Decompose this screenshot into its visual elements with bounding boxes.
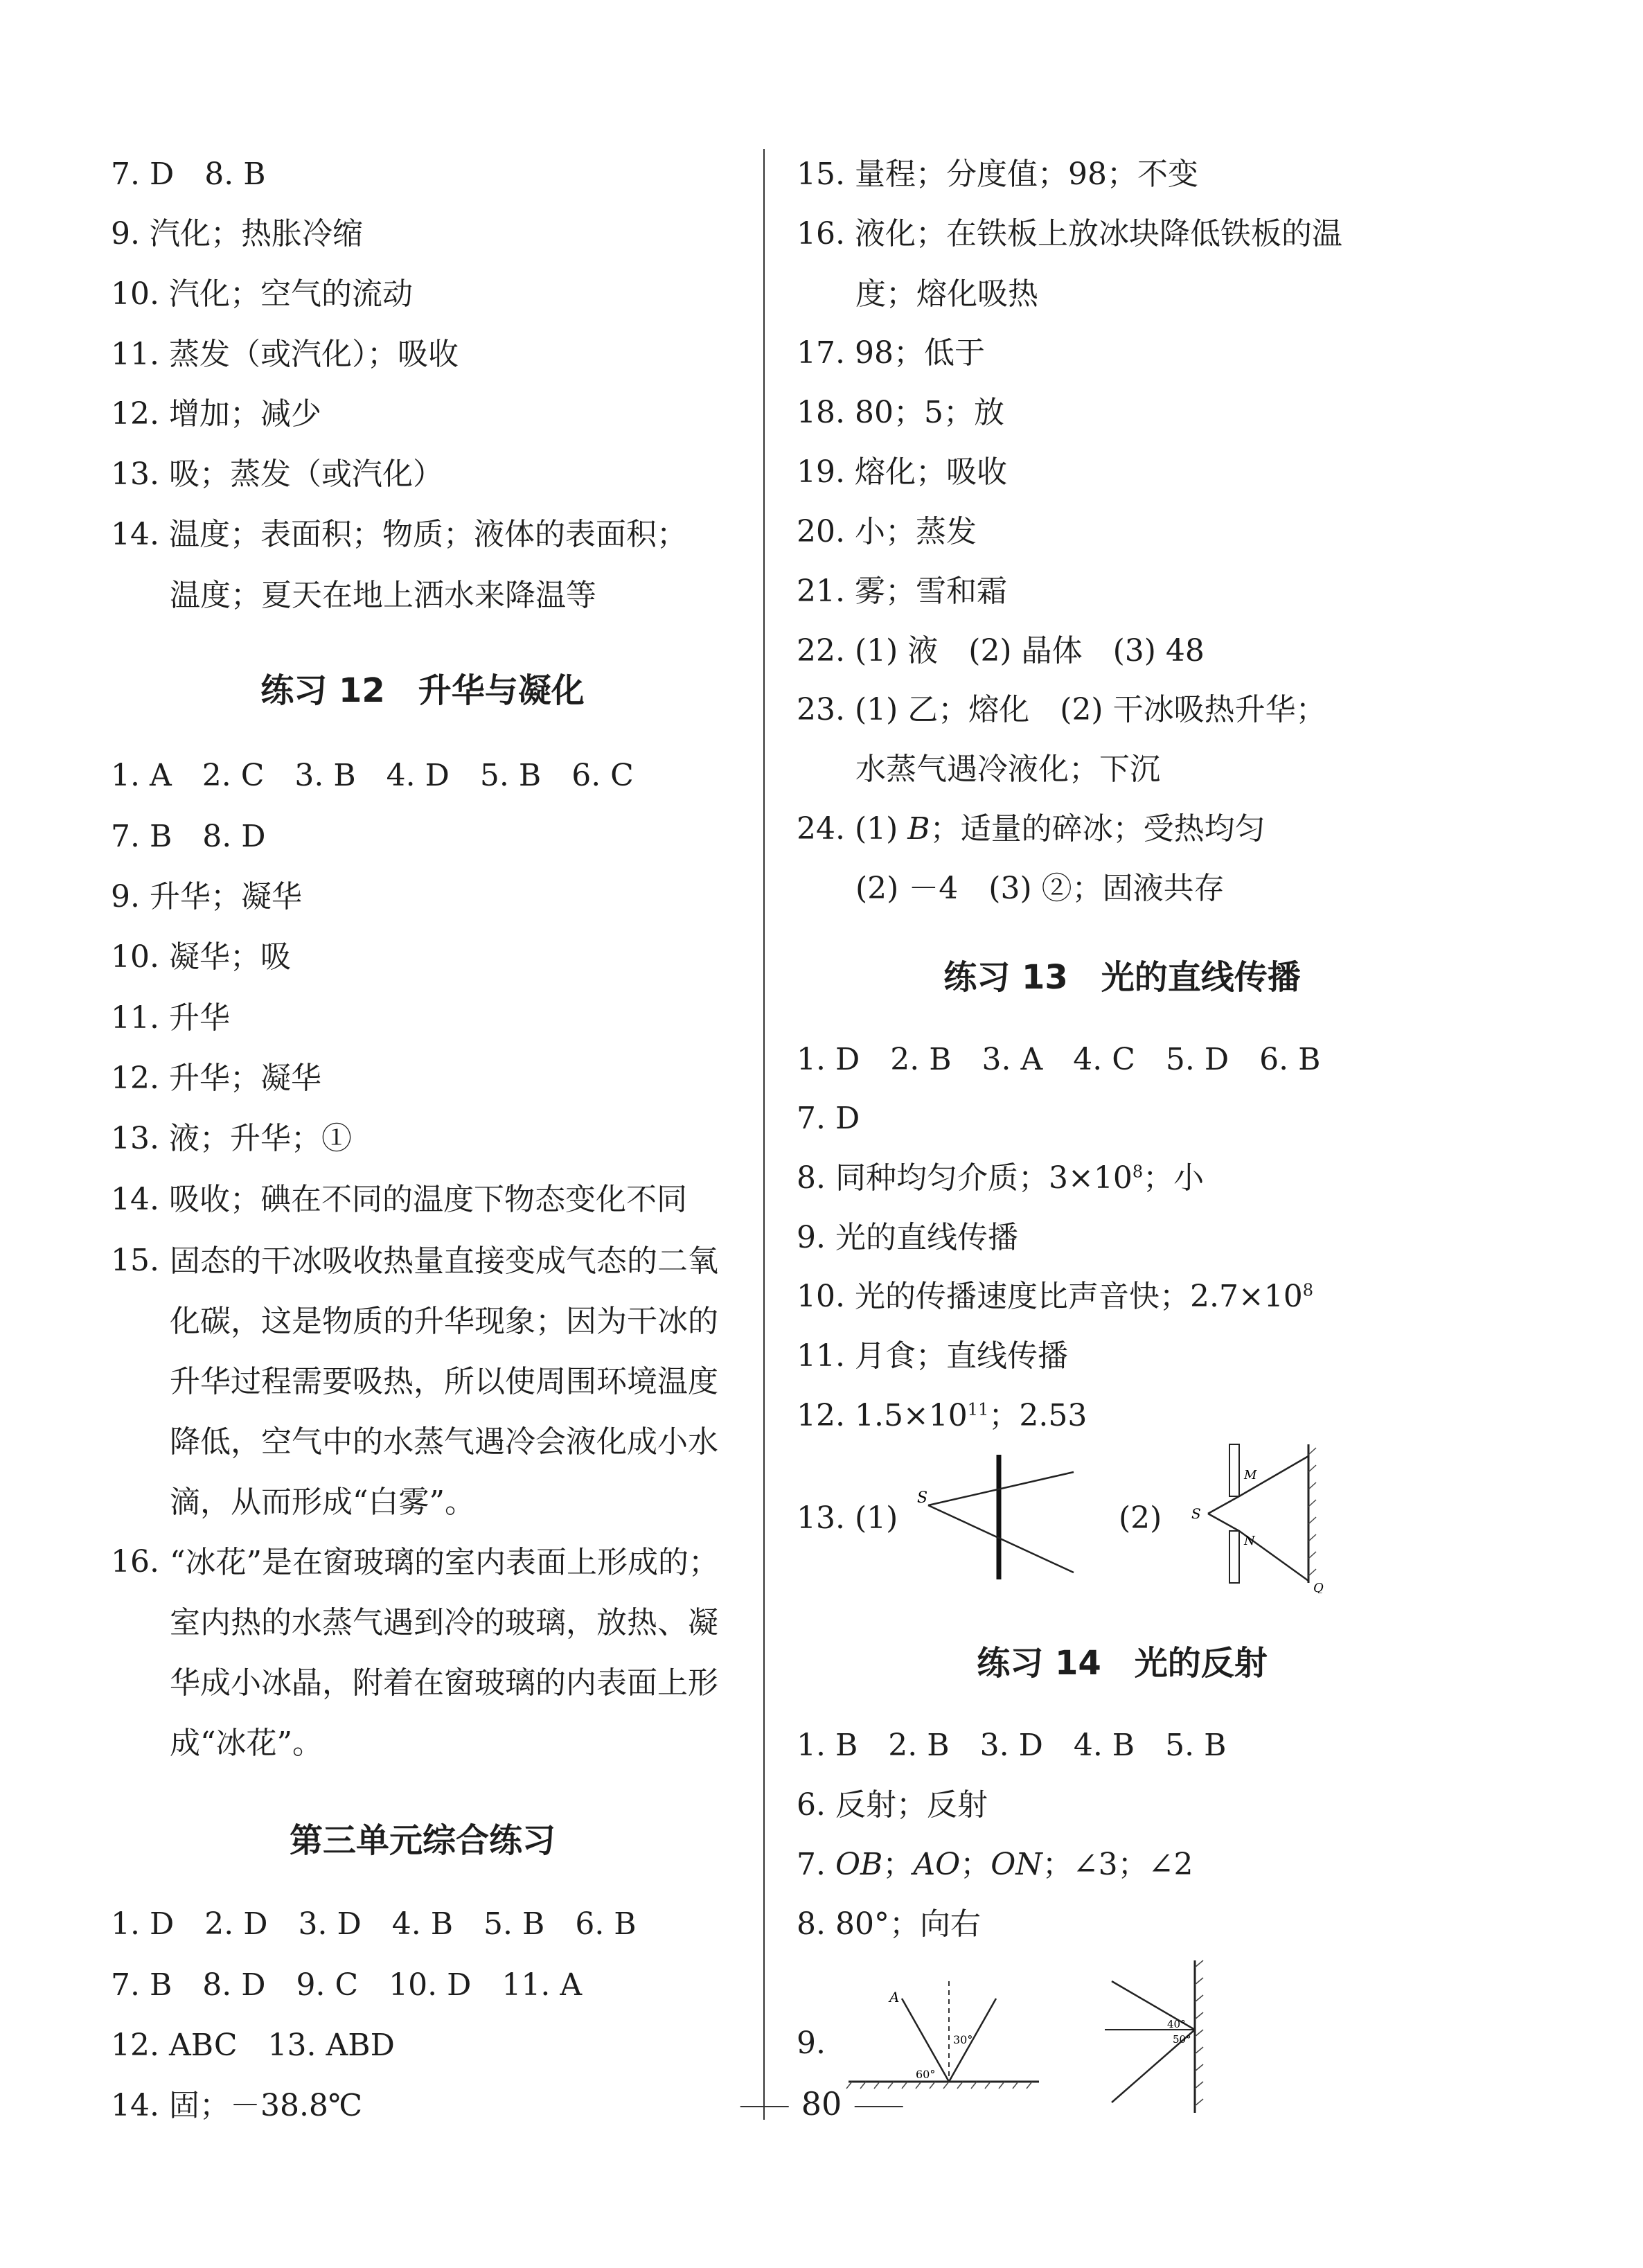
answer-line: 24. (1) B；适量的碎冰；受热均匀 xyxy=(797,811,1265,847)
answer-line: 19. 熔化；吸收 xyxy=(797,454,1007,490)
answer-line: 1. D 2. D 3. D 4. B 5. B 6. B xyxy=(111,1906,637,1942)
answer-line: 7. D xyxy=(797,1101,860,1136)
answer-paragraph: 固态的干冰吸收热量直接变成气态的二氧化碳，这是物质的升华现象；因为干冰的升华过程需要吸热，所以使周围环境温度降低，空气中的水蒸气遇冷会液化成小水滴，从而形成“白雾”。 xyxy=(170,1243,718,1520)
answer-line: 12. 升华；凝华 xyxy=(111,1061,321,1096)
answer-line: 7. B 8. D xyxy=(111,819,266,854)
answer-line: 16. 液化；在铁板上放冰块降低铁板的温 xyxy=(797,216,1342,251)
answer-line: 1. D 2. B 3. A 4. C 5. D 6. B xyxy=(797,1042,1321,1077)
answer-line: 11. 月食；直线传播 xyxy=(797,1338,1068,1374)
answer-line: 14. 吸收；碘在不同的温度下物态变化不同 xyxy=(111,1182,687,1217)
answer-line: 温度；夏天在地上洒水来降温等 xyxy=(170,578,596,613)
page-number-text: 80 xyxy=(801,2085,842,2123)
footer-dash xyxy=(854,2106,903,2107)
answer-line: 15. 量程；分度值；98；不变 xyxy=(797,157,1198,192)
answer-line: 9. 汽化；热胀冷缩 xyxy=(111,216,363,251)
answer-line: 22. (1) 液 (2) 晶体 (3) 48 xyxy=(797,633,1205,668)
answer-line: 1. B 2. B 3. D 4. B 5. B xyxy=(797,1728,1227,1763)
figure-label-s: S xyxy=(917,1489,928,1507)
answer-line: (2) －4 (3) ②；固液共存 xyxy=(855,871,1225,906)
answer-line: 7. OB；AO；ON；∠3；∠2 xyxy=(797,1847,1193,1882)
answer-paragraph: “冰花”是在窗玻璃的室内表面上形成的；室内热的水蒸气遇到冷的玻璃，放热、凝华成小冰晶，附着在窗玻璃的内表面上形成“冰花”。 xyxy=(170,1545,719,1761)
answer-line: 9. 升华；凝华 xyxy=(111,879,302,914)
answer-line: 14. 固；－38.8℃ xyxy=(111,2088,363,2123)
section-heading: 练习 14 光的反射 xyxy=(977,1644,1268,1683)
answer-line: 13. 吸；蒸发（或汽化） xyxy=(111,457,443,492)
answer-line: 7. B 8. D 9. C 10. D 11. A xyxy=(111,1967,583,2003)
answer-line: 水蒸气遇冷液化；下沉 xyxy=(855,752,1160,787)
answer-line: 13. 液；升华；① xyxy=(111,1121,352,1156)
answer-line: 10. 汽化；空气的流动 xyxy=(111,276,413,312)
question-label: 9. xyxy=(797,2026,826,2061)
answer-line: 20. 小；蒸发 xyxy=(797,514,977,549)
section-heading: 练习 13 光的直线传播 xyxy=(943,958,1301,997)
answer-line: 11. 升华 xyxy=(111,1000,230,1036)
question-label: 13. (1) xyxy=(797,1500,898,1536)
figure-13-1 xyxy=(914,1451,1094,1583)
figure-label-s: S xyxy=(1191,1505,1201,1522)
answer-line: 度；熔化吸热 xyxy=(855,276,1038,312)
answer-line: 18. 80；5；放 xyxy=(797,395,1004,430)
footer-dash xyxy=(740,2106,789,2107)
answer-line: 12. ABC 13. ABD xyxy=(111,2028,395,2063)
question-number: 15. xyxy=(111,1243,159,1278)
figure-label-m: M xyxy=(1244,1468,1257,1482)
figure-13-2 xyxy=(1178,1441,1344,1593)
figure-angle-60: 60° xyxy=(916,2068,936,2081)
figure-angle-50: 50° xyxy=(1173,2033,1191,2046)
answer-line: 10. 光的传播速度比声音快；$2.7\times 10^8$ xyxy=(797,1279,1314,1314)
section-heading: 第三单元综合练习 xyxy=(289,1821,556,1860)
answer-line: 21. 雾；雪和霜 xyxy=(797,574,1007,609)
answer-line: 8. 80°；向右 xyxy=(797,1906,981,1942)
figure-9-1 xyxy=(845,1974,1046,2099)
figure-angle-40: 40° xyxy=(1167,2018,1186,2030)
answer-line: 14. 温度；表面积；物质；液体的表面积； xyxy=(111,517,687,552)
figure-label-a: A xyxy=(889,1989,900,2005)
question-label: (2) xyxy=(1119,1500,1162,1536)
question-number: 16. xyxy=(111,1544,159,1579)
section-heading: 练习 12 升华与凝化 xyxy=(260,671,585,710)
answer-line: 11. 蒸发（或汽化）；吸收 xyxy=(111,337,459,372)
figure-angle-30: 30° xyxy=(953,2033,973,2046)
page-number xyxy=(728,2085,916,2123)
figure-9-2 xyxy=(1098,1957,1223,2116)
answer-line: 17. 98；低于 xyxy=(797,335,985,371)
answer-line: 23. (1) 乙；熔化 (2) 干冰吸热升华； xyxy=(797,692,1326,727)
answer-line: 10. 凝华；吸 xyxy=(111,939,291,975)
answer-line: 1. A 2. C 3. B 4. D 5. B 6. C xyxy=(111,758,634,793)
answer-line: 12. $1.5\times 10^{11}$；2.53 xyxy=(797,1398,1087,1433)
answer-line: 7. D 8. B xyxy=(111,157,266,192)
answer-line: 12. 增加；减少 xyxy=(111,396,321,432)
answer-line: 9. 光的直线传播 xyxy=(797,1220,1018,1255)
answer-line: 8. 同种均匀介质；$3\times 10^8$；小 xyxy=(797,1160,1205,1196)
figure-label-n: N xyxy=(1244,1534,1255,1548)
figure-label-q: Q xyxy=(1313,1581,1324,1593)
column-divider xyxy=(763,149,765,2120)
answer-line: 6. 反射；反射 xyxy=(797,1787,988,1823)
